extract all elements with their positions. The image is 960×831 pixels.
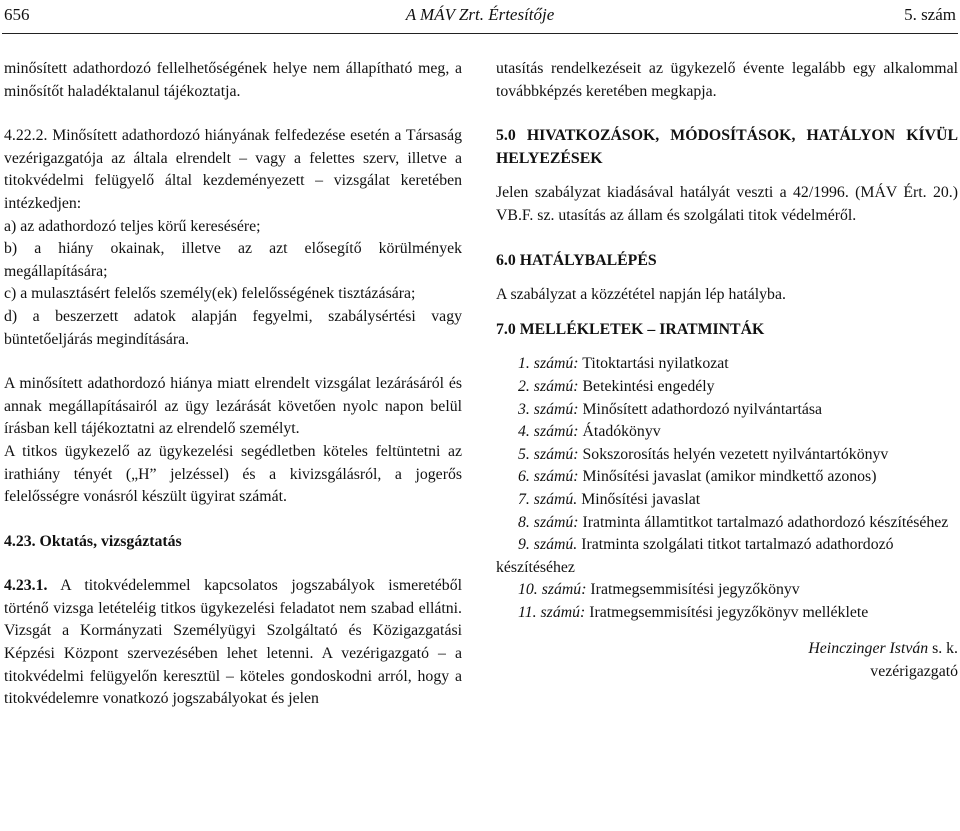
section-4222-paragraph	[4, 125, 462, 215]
section-423-heading: 4.23. Oktatás, vizsgáztatás	[4, 532, 182, 550]
journal-title: A MÁV Zrt. Értesítője	[405, 5, 555, 24]
section-7-heading: 7.0 MELLÉKLETEK – IRATMINTÁK	[496, 320, 765, 338]
section-5-paragraph: Jelen szabályzat kiadásával hatályát veszti a 42/1996. (MÁV Ért. 20.) VB.F. sz. utasítás az állam és szolgálati titok védelméről.	[496, 184, 958, 224]
list-item-c: c) a mulasztásért felelős személy(ek) felelősségének tisztázására;	[4, 285, 416, 303]
attachment-item: 4. számú: Átadókönyv	[518, 423, 661, 441]
attachment-item: 11. számú: Iratmegsemmisítési jegyzőkönyv melléklete	[518, 603, 869, 621]
right-column	[496, 58, 958, 684]
attachment-item: 10. számú: Iratmegsemmisítési jegyzőkönyv	[518, 581, 800, 599]
signature-suffix: s. k.	[928, 640, 958, 658]
attachment-item: 6. számú: Minősítési javaslat (amikor mindkettő azonos)	[518, 468, 877, 486]
issue-number: 5. szám	[904, 5, 956, 24]
secret-clerk-paragraph: A titkos ügykezelő az ügykezelési segédletben köteles feltüntetni az irathiány tényét („H” jelzéssel) és a kivizsgálásról, a jogerős felelősségre vonásról készült ügyirat számát.	[4, 442, 462, 506]
attachment-item: 9. számú. Iratminta szolgálati titkot tartalmazó adathordozó készítéséhez	[496, 536, 894, 576]
attachment-item: 1. számú: Titoktartási nyilatkozat	[518, 355, 729, 373]
header-rule	[2, 33, 958, 34]
page-number: 656	[4, 5, 30, 24]
section-6-paragraph: A szabályzat a közzététel napján lép hatályba.	[496, 286, 786, 304]
attachment-item: 2. számú: Betekintési engedély	[518, 377, 715, 395]
section-6-heading: 6.0 HATÁLYBALÉPÉS	[496, 251, 657, 269]
section-4231-number: 4.23.1.	[4, 577, 48, 595]
investigation-paragraph: A minősített adathordozó hiánya miatt elrendelt vizsgálat lezárásáról és annak megállapításairól az ügy lezárását követően nyolc napon belül írásban kell tájékoztatni az elrendelő személyt.	[4, 375, 462, 438]
left-column	[4, 58, 462, 711]
attachment-list	[496, 353, 958, 624]
section-4222-text: Minősített adathordozó hiányának felfedezése esetén a Társaság vezérigazgatója az általa elrendelt – vagy a felettes szerv, illetve a titokvédelmi felügyelő által kezdeményezett – vizsgálat keretében intézkedjen:	[4, 127, 462, 212]
list-item-d: d) a beszerzett adatok alapján fegyelmi, szabálysértési vagy büntetőeljárás megindítására.	[4, 307, 462, 348]
section-5-heading: 5.0 HIVATKOZÁSOK, MÓDOSÍTÁSOK, HATÁLYON KÍVÜL HELYEZÉSEK	[496, 127, 958, 167]
signature-name: Heinczinger István	[808, 640, 929, 658]
section-4231-text: A titokvédelemmel kapcsolatos jogszabályok ismeretéből történő vizsga letételéig titkos ügykezelési feladatot nem szabad ellátni. Vizsgát a Kormányzati Személyügyi Szolgáltató és Közigazgatási Képzési Központ szervezésében lehet letenni. A vezérigazgató – a titokvédelmi felügyelőn keresztül – köteles gondoskodni arról, hogy a titokvédelemre vonatkozó jogszabályokat és jelen	[4, 577, 462, 708]
attachment-item: 8. számú: Iratminta államtitkot tartalmazó adathordozó készítéséhez	[518, 513, 949, 531]
continuation-paragraph: utasítás rendelkezéseit az ügykezelő évente legalább egy alkalommal továbbképzés keretében megkapja.	[496, 60, 958, 100]
page-header	[0, 0, 960, 34]
signature	[496, 638, 958, 661]
intro-paragraph: minősített adathordozó fellelhetőségének helye nem állapítható meg, a minősítőt haladéktalanul tájékoztatja.	[4, 60, 462, 100]
list-item-b: b) a hiány okainak, illetve az azt elősegítő körülmények megállapítására;	[4, 240, 462, 280]
signature-title: vezérigazgató	[870, 663, 958, 681]
section-4222-number: 4.22.2.	[4, 127, 48, 145]
attachment-item: 7. számú. Minősítési javaslat	[518, 490, 701, 508]
attachment-item: 5. számú: Sokszorosítás helyén vezetett nyilvántartókönyv	[518, 445, 889, 463]
list-item-a: a) az adathordozó teljes körű keresésére;	[4, 217, 261, 235]
attachment-item: 3. számú: Minősített adathordozó nyilvántartása	[518, 400, 823, 418]
section-4231-paragraph	[4, 575, 462, 711]
